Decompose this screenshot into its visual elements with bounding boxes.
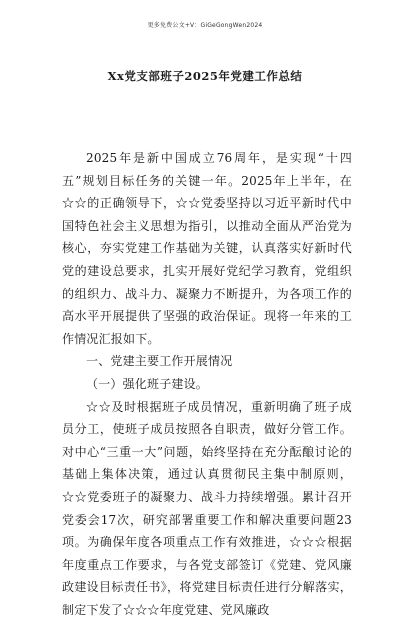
subsection-heading: （一）强化班子建设。 — [86, 376, 209, 391]
section-heading: 一、党建主要工作开展情况 — [86, 354, 233, 369]
body-paragraph: ☆☆及时根据班子成员情况，重新明确了班子成员分工，使班子成员按照各自职责，做好分管工作。对中心“三重一大”问题，始终坚持在充分酝酿讨论的基础上集体决策，通过认真贯彻民主集中制原则，☆☆党委班子的凝聚力、战斗力持续增强。累计召开党委会17次，研究部署重要工作和解决重要问题23项。为确保年度各项重点工作有效推进，☆☆☆根据年度重点工作要求，与各党支部签订《党建、党风廉政建设目标责任书》，将党建目标责任进行分解落实，制定下发了☆☆☆年度党建、党风廉政 — [62, 399, 352, 617]
header-note: 更多免费公文+V：GiGeGongWen2024 — [147, 22, 263, 29]
document-title: Xx党支部班子2025年党建工作总结 — [107, 69, 303, 83]
intro-paragraph: 2025年是新中国成立76周年，是实现“十四五”规划目标任务的关键一年。2025年上半年，在☆☆的正确领导下，☆☆党委坚持以习近平新时代中国特色社会主义思想为指引，以推动全面从严治党为核心，夯实党建工作基础为关键，认真落实好新时代党的建设总要求，扎实开展好党纪学习教育，党组织的组织力、战斗力、凝聚力不断提升，为各项工作的高水平开展提供了坚强的政治保证。现将一年来的工作情况汇报如下。 — [62, 151, 352, 346]
document-body — [62, 147, 352, 621]
